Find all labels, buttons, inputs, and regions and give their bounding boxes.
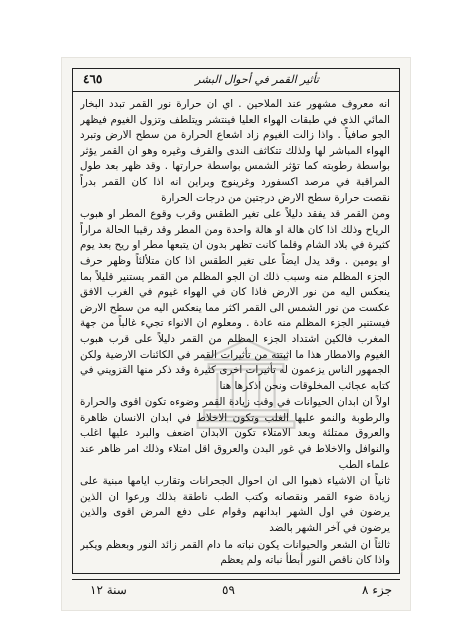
running-header <box>73 69 399 92</box>
paragraph-5: ثالثاً ان الشعر والحيوانات يكون نباته ما دام القمر زائد النور وبعظم ويكبر واذا كان ناقص النور أبطأ نباته ولم يعظم <box>80 538 390 567</box>
year-label: سنة ١٢ <box>90 583 127 597</box>
paragraph-2: ومن القمر قد يفقد دليلاً على تغير الطقس وقرب وقوع المطر او هبوب الرياح وذلك اذا كان هالة او هالة واحدة ومن المطر وقد رقيبا الحالة مراراً كثيرة في بلاد الشام وقلما كانت تظهر بدون ان يتبعها مطر او ريح بعد يوم او يومين . وقد يدل ايضاً على تغير الطقس اذا كان متلألئاً وظهر حرف الجزء المظلم منه وسبب ذلك ان الجو المظلم من القمر يستنير قليلاً بما ينعكس اليه من نور الارض فاذا كان في الهواء غيوم في الغرب الافق عكست من نور الشمس الى القمر اكثر مما ينعكس اليه من سطح الارض فيستنير الجزء المظلم منه عادة . ومعلوم ان الانواء تجيء غالباً من جهة المغرب فالكين اشتداد الجزء المظلم من القمر دليلاً على قرب هبوب الغيوم والامطار هذا ما اثبتته من تأثيرات القمر في الكائنات الارضية ولكن الجمهور الناس يزعمون له تأثيرات اخرى كثيرة وقد ذكر منها القزويني في كتابه عجائب المخلوقات ونحن اذكرها هنا <box>80 208 390 392</box>
article-body <box>80 97 390 569</box>
paragraph-4: ثانياً ان الاشياء ذهبوا الى ان احوال الجحرانات وتقارب ايامها مبنية على زيادة ضوء القمر ونقصانه وكتب الطب ناطقة بذلك ورعوا ان الذين يرضون في اول الشهر ابدانهم وقوام على دفع المرض اقوى والذين يرضون في آخر الشهر بالضد <box>80 475 390 535</box>
page-number: ٤٦٥ <box>83 72 103 86</box>
paragraph-1: انه معروف مشهور عند الملاحين . اي ان حرارة نور القمر تبدد البخار المائي الذي في طبقات الهواء العليا فينتشر ويتلطف وتزول الغيوم فيظهر الجو صافياً . واذا زالت الغيوم زاد اشعاع الحرارة من سطح الارض وتبرد الهواء المباشر لها ولذلك تتكاثف الندى والقرف وغيره وهو ان القمر يؤثر بواسطة رطوبته كما تؤثر الشمس بواسطة حرارتها . وقد ظهر بعد طول المراقبة في مرصد اكسفورد وغرينوج وبراين انه اذا كان القمر بدراً نقصت حرارة سطح الارض درجتين من درجات الحرارة <box>80 98 390 204</box>
page-footer <box>72 579 400 600</box>
volume-label: جزء ٨ <box>362 583 392 597</box>
page-frame <box>72 68 400 574</box>
paragraph-3: اولاً ان ابدان الحيوانات في وقت زيادة القمر وضوءه تكون اقوى والحرارة والرطوبة والنمو عليها الغلب وتكون الاخلاط في ابدان الانسان ظاهرة والعروق ممتلئة وبعد الامتلاء تكون الابدان اضعف والبرد عليها اغلب والنوافل والاخلاط في غور البدن والعروق اقل امتلاء وذلك امر ظاهر عند علماء الطب <box>80 396 390 471</box>
book-page <box>62 58 410 610</box>
folio-number: ٥٩ <box>222 583 235 597</box>
running-title: تأثير القمر في أحوال البشر <box>195 73 319 86</box>
